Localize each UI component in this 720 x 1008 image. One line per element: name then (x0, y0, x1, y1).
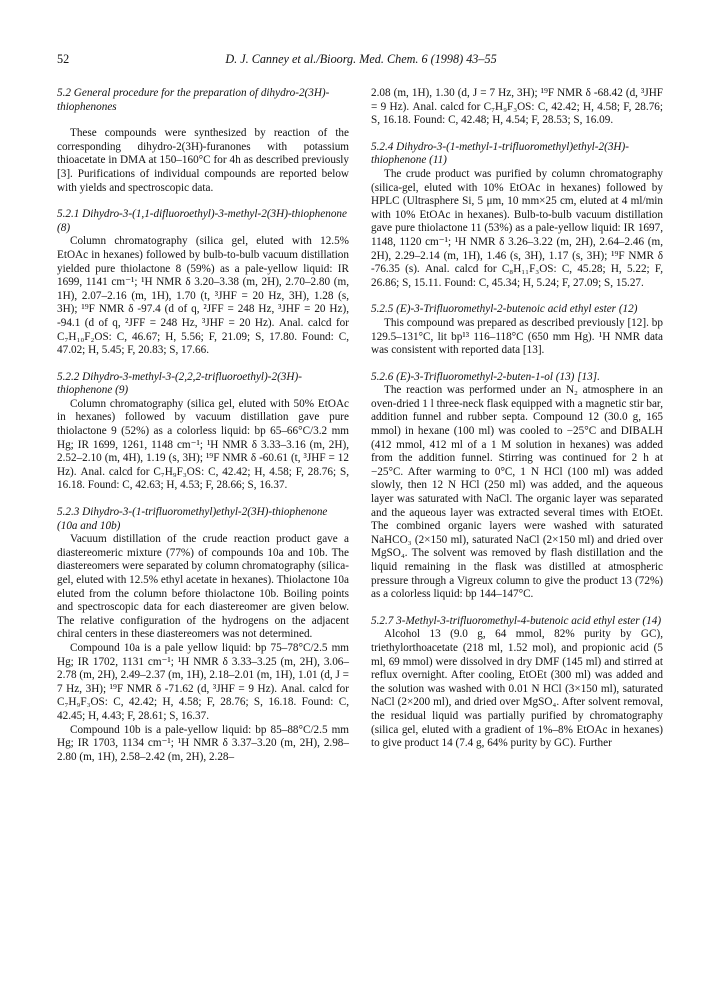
section-heading-5-2-3: 5.2.3 Dihydro-3-(1-trifluoromethyl)ethyl-2(3H)-thiophenone (10a and 10b) (57, 506, 328, 532)
section-heading-5-2-7: 5.2.7 3-Methyl-3-trifluoromethyl-4-butenoic acid ethyl ester (14) (371, 614, 662, 627)
page-header (57, 52, 665, 68)
left-column (57, 87, 349, 764)
section-5-2-paragraph: These compounds were synthesized by reaction of the corresponding dihydro-2(3H)-furanones with potassium thioacetate in DMA at 150–160°C for 4h as described previously [3]. Purifications of individual compounds are reported below with yields and spectroscopic data. (57, 127, 349, 194)
section-5-2-3-paragraph-2: Compound 10a is a pale yellow liquid: bp 75–78°C/2.5 mm Hg; IR 1702, 1131 cm⁻¹; ¹H NMR δ 3.33–3.25 (m, 2H), 3.06–2.78 (m, 2H), 2.49–2.37 (m, 1H), 2.18–2.01 (m, 1H), 1.01 (d, J = 7 Hz, 3H); ¹⁹F NMR δ -71.62 (d, ³JHF = 9 Hz). Anal. calcd for C₇H₉F₃OS: C, 42.42; H, 4.58; F, 28.76; S, 16.18. Found: C, 42.45; H, 4.43; F, 28.61; S, 16.37. (57, 641, 349, 722)
section-heading-5-2-5: 5.2.5 (E)-3-Trifluoromethyl-2-butenoic acid ethyl ester (12) (371, 303, 638, 316)
section-5-2-7-paragraph: Alcohol 13 (9.0 g, 64 mmol, 82% purity by GC), triethylorthoacetate (218 ml, 1.52 mol), and propionic acid (5 ml, 69 mmol) were dissolved in dry DMF (145 ml) and stirred at reflux overnight. After cooling, EtOEt (300 ml) was added and the solution was washed with 0.01 N HCl (3×150 ml), saturated NaCl (2×200 ml), and dried over MgSO₄. After solvent removal, the residual liquid was partially purified by chromatography (silica gel, eluted with a gradient of 1%–8% EtOAc in hexanes) to give product 14 (7.4 g, 64% purity by GC). Further (371, 628, 663, 750)
running-head: D. J. Canney et al./Bioorg. Med. Chem. 6 (1998) 43–55 (225, 52, 497, 66)
section-heading-5-2-4: 5.2.4 Dihydro-3-(1-methyl-1-trifluoromethyl)ethyl-2(3H)-thiophenone (11) (371, 140, 629, 167)
section-5-2-1-paragraph: Column chromatography (silica gel, eluted with 12.5% EtOAc in hexanes) followed by bulb-to-bulb vacuum distillation yielded pure thiolactone 8 (59%) as a pale-yellow liquid: IR 1699, 1141 cm⁻¹; ¹H NMR δ 3.20–3.38 (m, 2H), 2.70–2.80 (m, 1H), 2.07–2.16 (m, 1H), 1.70 (t, ³JHF = 20 Hz, 3H), 1.28 (s, 3H); ¹⁹F NMR δ -97.4 (d of q, ²JFF = 248 Hz, ³JHF = 20 Hz), -94.1 (d of q, ²JFF = 248 Hz, ³JHF = 20 Hz). Anal. calcd for C₇H₁₀F₂OS: C, 46.67; H, 5.56; F, 21.09; S, 17.80. Found: C, 47.02; H, 5.45; F, 20.83; S, 17.66. (57, 235, 349, 357)
section-5-2-6-paragraph: The reaction was performed under an N₂ atmosphere in an oven-dried 1 l three-neck flask equipped with a magnetic stir bar, addition funnel and rubber septa. Compound 12 (30.0 g, 165 mmol) in hexane (100 ml) was cooled to −25°C and DIBALH (412 mmol, 412 ml of a 1 M solution in hexanes) was added from the addition funnel. Stirring was continued for 2 h at −25°C. After warming to 0°C, 1 N HCl (100 ml) was added slowly, then 12 N HCl (250 ml) was added, and the aqueous layer was saturated with NaCl. The organic layer was separated and the aqueous layer was extracted several times with EtOEt. The combined organic layers were washed with saturated NaHCO₃ (2×150 ml), saturated NaCl (2×150 ml) and dried over MgSO₄. The solvent was removed by flash distillation and the liquid remaining in the flask was distilled at atmospheric pressure through a Vigreux column to give the product 13 (72%) as a colorless liquid: bp 144–147°C. (371, 384, 663, 601)
section-5-2-3-paragraph-1: Vacuum distillation of the crude reaction product gave a diastereomeric mixture (77%) of compounds 10a and 10b. The diastereomers were separated by column chromatography (silica-gel, eluted with 12.5% ethyl acetate in hexanes). Thiolactone 10a eluted from the column before thiolactone 10b. Boiling points and spectroscopic data for each diastereomer are given below. The relative configuration of the hydrogens on the adjacent chiral centers in these diastereomers was not determined. (57, 533, 350, 641)
section-5-2-4-paragraph: The crude product was purified by column chromatography (silica-gel, eluted with 10% EtOAc in hexanes) followed by HPLC (Ultrasphere Si, 5 μm, 10 mm×25 cm, eluted at 4 ml/min with 10% EtOAc in hexanes). Bulb-to-bulb vacuum distillation gave pure thiolactone 11 (53%) as a pale-yellow liquid: IR 1697, 1148, 1120 cm⁻¹; ¹H NMR δ 3.26–3.22 (m, 2H), 2.64–2.46 (m, 2H), 2.29–2.14 (m, 1H), 1.46 (s, 3H), 1.17 (s, 3H); ¹⁹F NMR δ -76.35 (s). Anal. calcd for C₈H₁₁F₃OS: C, 45.28; H, 5.22; F, 26.86; S, 15.11. Found: C, 45.34; H, 5.24; F, 27.09; S, 15.27. (371, 167, 663, 289)
section-heading-5-2: 5.2 General procedure for the preparation of dihydro-2(3H)-thiophenones (57, 87, 330, 113)
page-number: 52 (57, 52, 70, 66)
section-heading-5-2-2: 5.2.2 Dihydro-3-methyl-3-(2,2,2-trifluoroethyl)-2(3H)-thiophenone (9) (57, 370, 302, 397)
section-heading-5-2-1: 5.2.1 Dihydro-3-(1,1-difluoroethyl)-3-methyl-2(3H)-thiophenone (8) (57, 208, 347, 234)
section-5-2-5-paragraph: This compound was prepared as described previously [12]. bp 129.5–131°C, lit bp¹³ 116–118°C (650 mm Hg). ¹H NMR data was consistent with reported data [13]. (371, 316, 663, 357)
section-5-2-3-paragraph-3: Compound 10b is a pale-yellow liquid: bp 85–88°C/2.5 mm Hg; IR 1703, 1134 cm⁻¹; ¹H NMR δ 3.37–3.20 (m, 2H), 2.98–2.80 (m, 1H), 2.58–2.42 (m, 2H), 2.28– (57, 723, 349, 763)
continued-paragraph: 2.08 (m, 1H), 1.30 (d, J = 7 Hz, 3H); ¹⁹F NMR δ -68.42 (d, ³JHF = 9 Hz). Anal. calcd for C₇H₉F₃OS: C, 42.42; H, 4.58; F, 28.76; S, 16.18. Found: C, 42.48; H, 4.54; F, 28.53; S, 16.09. (371, 87, 663, 127)
right-column (371, 87, 663, 751)
section-heading-5-2-6: 5.2.6 (E)-3-Trifluoromethyl-2-buten-1-ol (13) [13]. (371, 370, 600, 383)
section-5-2-2-paragraph: Column chromatography (silica gel, eluted with 50% EtOAc in hexanes) followed by vacuum distillation gave pure thiolactone 9 (52%) as a colorless liquid: bp 65–66°C/3.2 mm Hg; IR 1699, 1261, 1148 cm⁻¹; ¹H NMR δ 3.33–3.16 (m, 2H), 2.52–2.10 (m, 4H), 1.19 (s, 3H); ¹⁹F NMR δ -60.61 (t, ³JHF = 12 Hz). Anal. calcd for C₇H₉F₃OS: C, 42.42; H, 4.58; F, 28.76; S, 16.18. Found: C, 42.63; H, 4.53; F, 28.66; S, 16.37. (57, 397, 349, 492)
